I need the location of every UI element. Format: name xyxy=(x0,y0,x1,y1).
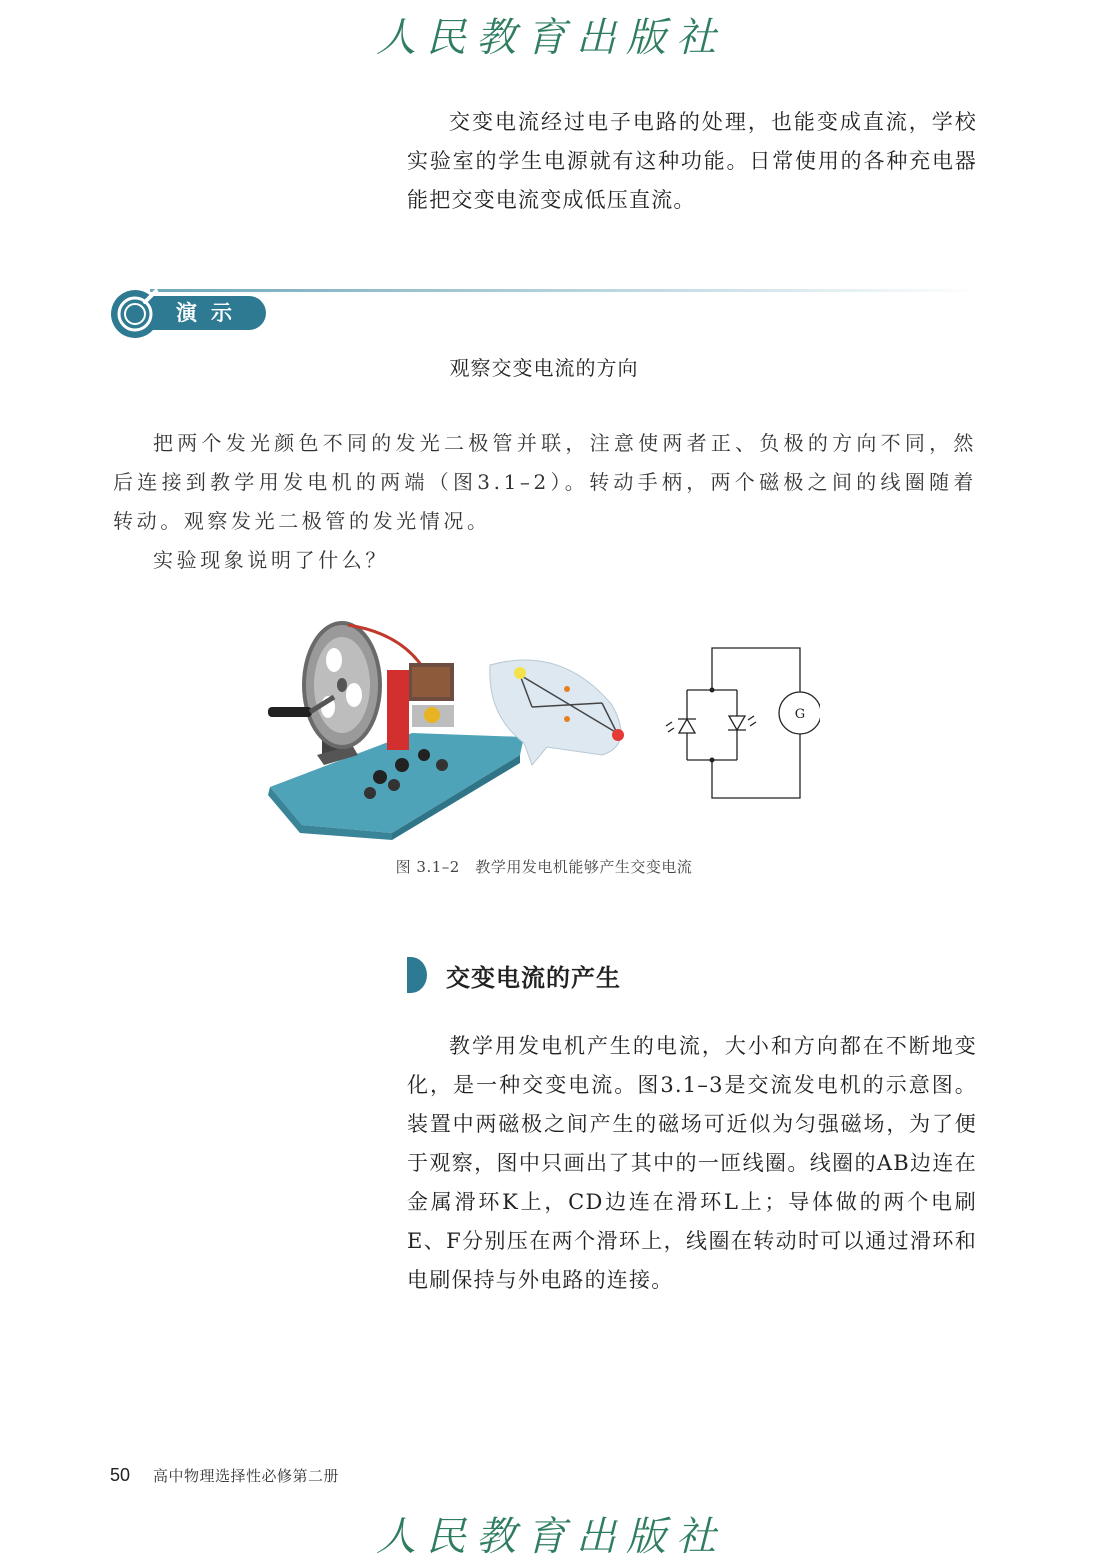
demo-banner-line xyxy=(150,289,980,292)
generator-illustration xyxy=(262,615,642,840)
demo-title: 观察交变电流的方向 xyxy=(449,356,639,380)
intro-paragraph-text: 交变电流经过电子电路的处理，也能变成直流，学校实验室的学生电源就有这种功能。日常使用的各种充电器能把交变电流变成低压直流。 xyxy=(407,110,977,212)
section-marker-icon xyxy=(407,957,427,993)
galvanometer-label: G xyxy=(794,707,806,722)
publisher-logo-footer: 人民教育出版社 xyxy=(376,1514,726,1560)
section-title: 交变电流的产生 xyxy=(446,964,621,992)
demo-paragraph-2: 实验现象说明了什么？ xyxy=(153,548,389,572)
magnifier-icon xyxy=(110,286,164,340)
page-number: 50 xyxy=(110,1465,131,1485)
book-title: 高中物理选择性必修第二册 xyxy=(153,1467,340,1485)
demo-paragraph-1: 把两个发光颜色不同的发光二极管并联，注意使两者正、负极的方向不同，然后连接到教学用发电机的两端（图3.1–2）。转动手柄，两个磁极之间的线圈随着转动。观察发光二极管的发光情况。 xyxy=(113,431,977,533)
demo-label: 演示 xyxy=(176,301,246,325)
section-paragraph xyxy=(407,1027,977,1300)
intro-paragraph xyxy=(407,103,977,220)
demo-text xyxy=(113,424,977,580)
publisher-logo: 人民教育出版社 xyxy=(376,15,726,61)
section-paragraph-text: 教学用发电机产生的电流，大小和方向都在不断地变化，是一种交变电流。图3.1–3是交流发电机的示意图。装置中两磁极之间产生的磁场可近似为匀强磁场，为了便于观察，图中只画出了其中的一匝线圈。线圈的AB边连在金属滑环K上，CD边连在滑环L上；导体做的两个电刷E、F分别压在两个滑环上，线圈在转动时可以通过滑环和电刷保持与外电路的连接。 xyxy=(407,1034,977,1292)
circuit-diagram xyxy=(660,640,820,810)
figure-caption: 图 3.1–2 教学用发电机能够产生交变电流 xyxy=(395,858,693,876)
